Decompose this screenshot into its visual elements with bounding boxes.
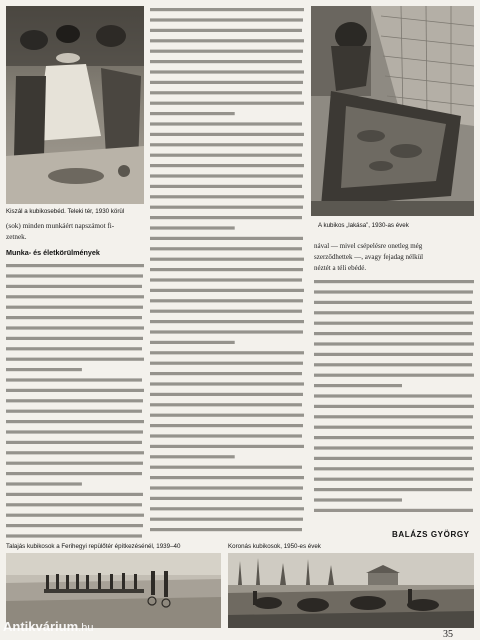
watermark-ext: .hu — [78, 622, 94, 634]
watermark — [3, 619, 93, 634]
text-line — [150, 226, 235, 229]
text-line — [150, 330, 303, 333]
text-line — [6, 264, 144, 267]
text-line — [6, 347, 142, 350]
text-line — [6, 493, 143, 496]
text-line — [150, 143, 303, 146]
text-line — [150, 299, 303, 302]
text-line — [6, 524, 143, 527]
text-line — [150, 122, 302, 125]
text-line — [314, 405, 474, 408]
text-line — [150, 341, 235, 344]
author-signature: BALÁZS GYÖRGY — [392, 530, 470, 539]
text-line — [150, 206, 303, 209]
text-line — [150, 518, 303, 521]
text-line — [314, 342, 474, 345]
text-line — [6, 358, 144, 361]
text-lines — [150, 6, 304, 540]
text-line — [6, 389, 144, 392]
text-line — [6, 472, 142, 475]
caption-top-left: Kiszál a kubikosebéd. Teleki tér, 1930 körül — [6, 208, 125, 215]
text-line — [6, 295, 144, 298]
text-line — [314, 311, 474, 314]
text-line — [150, 476, 304, 479]
photo-ferihegy-construction — [6, 553, 221, 628]
text-line — [6, 316, 142, 319]
text-line — [150, 112, 235, 115]
text-line — [6, 451, 144, 454]
text-line — [150, 195, 304, 198]
column-3-text — [314, 278, 474, 516]
col3-fragment-line2: szerződhettek —, avagy fejadag nélkül — [314, 253, 424, 261]
text-line — [150, 70, 304, 73]
text-line — [150, 497, 302, 500]
text-line — [150, 424, 303, 427]
text-line — [314, 363, 472, 366]
text-line — [6, 337, 143, 340]
text-line — [150, 247, 302, 250]
text-line — [150, 81, 303, 84]
text-line — [150, 393, 303, 396]
text-line — [150, 18, 303, 21]
text-line — [6, 420, 144, 423]
page-number: 35 — [443, 629, 453, 640]
text-line — [6, 326, 144, 329]
text-line — [314, 509, 473, 512]
text-line — [314, 415, 473, 418]
text-line — [150, 310, 302, 313]
text-line — [150, 237, 303, 240]
text-line — [150, 185, 302, 188]
text-line — [314, 374, 474, 377]
text-line — [6, 368, 82, 371]
text-line — [150, 268, 303, 271]
text-line — [150, 50, 303, 53]
text-line — [150, 154, 302, 157]
text-line — [150, 8, 304, 11]
text-line — [150, 216, 302, 219]
text-line — [150, 278, 302, 281]
text-line — [6, 378, 142, 381]
text-lines — [314, 278, 474, 516]
text-line — [6, 410, 142, 413]
caption-top-right: A kubikos „lakása”, 1930-as évek — [318, 222, 409, 229]
text-line — [6, 306, 143, 309]
text-line — [6, 399, 143, 402]
text-line — [314, 332, 472, 335]
text-line — [150, 414, 304, 417]
watermark-name: Antikvárium — [3, 619, 79, 634]
text-line — [6, 534, 142, 537]
text-line — [150, 362, 303, 365]
photo-kubikos-dwelling — [311, 6, 474, 216]
text-line — [6, 285, 142, 288]
text-lines — [6, 262, 144, 540]
text-line — [6, 514, 144, 517]
text-line — [314, 353, 473, 356]
text-line — [150, 372, 302, 375]
text-line — [314, 384, 402, 387]
text-line — [150, 91, 302, 94]
column-2-text — [150, 6, 304, 540]
section-heading: Munka- és életkörülmények — [6, 248, 100, 257]
text-line — [150, 455, 235, 458]
text-line — [150, 466, 302, 469]
text-line — [150, 351, 304, 354]
text-line — [150, 382, 304, 385]
text-line — [150, 507, 304, 510]
text-line — [6, 441, 142, 444]
text-line — [314, 280, 474, 283]
text-line — [6, 503, 142, 506]
caption-bottom-right: Koronás kubikosok, 1950-es évek — [228, 543, 321, 550]
text-line — [314, 290, 473, 293]
text-line — [150, 434, 302, 437]
col1-fragment-line2: zetnek. — [6, 233, 27, 241]
text-line — [150, 403, 302, 406]
text-line — [314, 446, 473, 449]
photo-koronas-kubikosok — [228, 553, 474, 628]
text-line — [314, 301, 472, 304]
text-line — [150, 320, 304, 323]
text-line — [150, 289, 304, 292]
text-line — [150, 174, 303, 177]
text-line — [314, 498, 402, 501]
text-line — [150, 445, 304, 448]
caption-bottom-left: Talajás kubikosok a Ferihegyi repülőtér építkezésénél, 1939–40 — [6, 543, 181, 550]
text-line — [6, 462, 143, 465]
text-line — [314, 436, 474, 439]
text-line — [150, 102, 304, 105]
text-line — [150, 133, 304, 136]
text-line — [6, 274, 143, 277]
text-line — [314, 394, 472, 397]
column-1-text — [6, 262, 144, 540]
text-line — [150, 164, 304, 167]
text-line — [314, 478, 473, 481]
text-line — [314, 322, 473, 325]
text-line — [150, 29, 302, 32]
col1-fragment-line1: (sok) minden munkáért napszámot fi- — [6, 222, 115, 230]
text-line — [150, 528, 302, 531]
text-line — [150, 39, 304, 42]
text-line — [6, 482, 82, 485]
text-line — [6, 430, 143, 433]
col3-fragment-line1: nával — mivel csépelésre onetleg még — [314, 242, 423, 250]
text-line — [150, 258, 304, 261]
text-line — [150, 486, 303, 489]
col3-fragment-line3: néztét a téli ebédé. — [314, 264, 367, 272]
text-line — [314, 457, 472, 460]
text-line — [314, 426, 472, 429]
text-line — [150, 60, 302, 63]
text-line — [314, 467, 474, 470]
text-line — [314, 488, 472, 491]
photo-kubikos-lunch — [6, 6, 144, 204]
